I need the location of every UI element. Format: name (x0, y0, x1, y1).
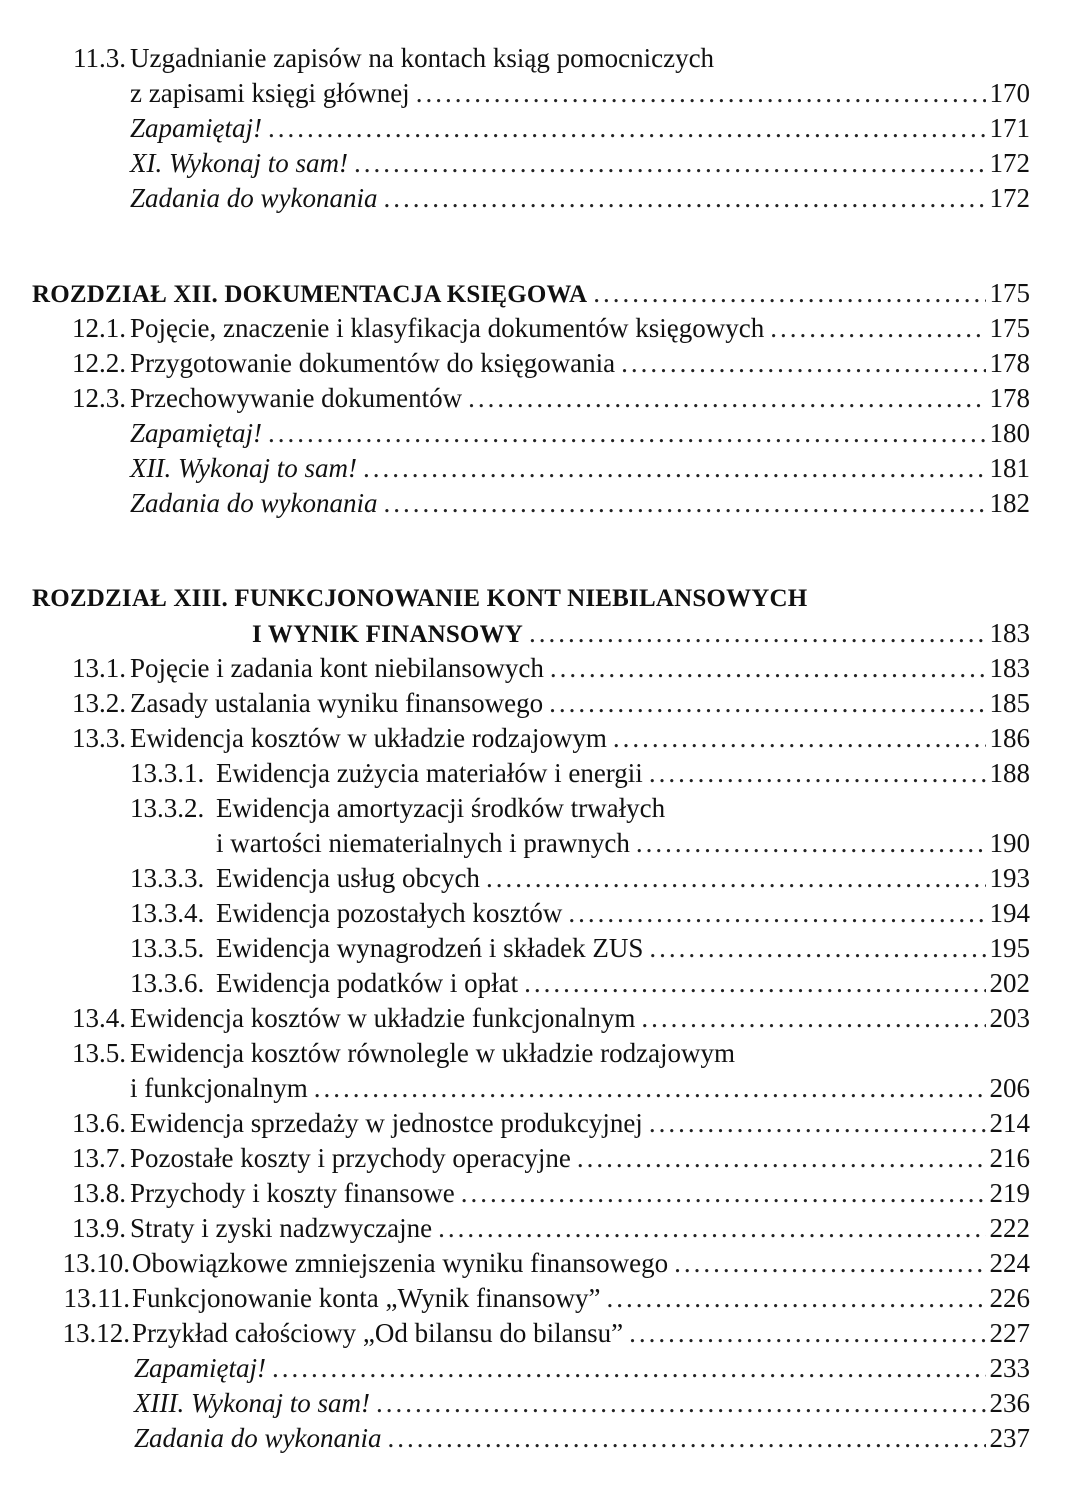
toc-page-number: 237 (989, 1423, 1030, 1453)
toc-title: Zapamiętaj! (130, 418, 262, 448)
toc-leader-dots (462, 381, 986, 416)
toc-leader-dots (544, 651, 986, 686)
toc-page-number: 222 (989, 1213, 1030, 1243)
toc-title: Ewidencja zużycia materiałów i energii (216, 758, 643, 788)
toc-entry-11-3 (60, 41, 1030, 76)
toc-entry-zapamietaj (134, 1351, 1030, 1386)
toc-chapter-xiii-cont (252, 616, 1030, 651)
toc-page-number: 183 (989, 653, 1030, 683)
toc-leader-dots (262, 111, 986, 146)
toc-leader-dots (370, 1386, 986, 1421)
toc-leader-dots (562, 896, 986, 931)
toc-chapter-xiii (32, 581, 1030, 616)
toc-entry-13-5-cont (130, 1071, 1030, 1106)
toc-leader-dots (410, 76, 986, 111)
toc-leader-dots (432, 1211, 986, 1246)
toc-number: 13.2. (72, 688, 126, 718)
toc-leader-dots (668, 1246, 986, 1281)
toc-page-number: 227 (989, 1318, 1030, 1348)
toc-entry-12-3 (60, 381, 1030, 416)
chapter-heading: ROZDZIAŁ XIII. FUNKCJONOWANIE KONT NIEBILANSOWYCH (32, 585, 808, 612)
toc-entry-12-2 (60, 346, 1030, 381)
chapter-heading: ROZDZIAŁ XII. DOKUMENTACJA KSIĘGOWA (32, 281, 588, 308)
toc-leader-dots (455, 1176, 986, 1211)
toc-entry-13-3-5 (130, 931, 1030, 966)
toc-leader-dots (378, 181, 987, 216)
toc-entry-11-3-cont (130, 76, 1030, 111)
toc-title: Przychody i koszty finansowe (130, 1178, 455, 1208)
toc-title: Pozostałe koszty i przychody operacyjne (130, 1143, 571, 1173)
chapter-heading: I WYNIK FINANSOWY (252, 621, 524, 648)
toc-number: 13.3.2. (130, 793, 205, 823)
toc-entry-13-3-3 (130, 861, 1030, 896)
toc-entry-13-11 (52, 1281, 1030, 1316)
toc-number: 13.12. (62, 1318, 130, 1348)
toc-title: Zapamiętaj! (130, 113, 262, 143)
toc-page-number: 190 (989, 828, 1030, 858)
toc-entry-13-4 (60, 1001, 1030, 1036)
toc-leader-dots (635, 1001, 986, 1036)
toc-entry-zapamietaj (130, 416, 1030, 451)
toc-title: Pojęcie, znaczenie i klasyfikacja dokumentów księgowych (130, 313, 765, 343)
toc-number: 13.4. (72, 1003, 126, 1033)
toc-entry-13-7 (60, 1141, 1030, 1176)
toc-entry-13-3-4 (130, 896, 1030, 931)
toc-leader-dots (630, 826, 986, 861)
toc-leader-dots (643, 931, 986, 966)
toc-page-number: 206 (989, 1073, 1030, 1103)
toc-title: Przygotowanie dokumentów do księgowania (130, 348, 616, 378)
toc-title: Zapamiętaj! (134, 1353, 266, 1383)
toc-page-number: 216 (989, 1143, 1030, 1173)
toc-entry-13-3-1 (130, 756, 1030, 791)
toc-page-number: 183 (989, 618, 1030, 648)
toc-entry-13-6 (60, 1106, 1030, 1141)
toc-entry-13-2 (60, 686, 1030, 721)
toc-leader-dots (643, 1106, 986, 1141)
toc-title: Zadania do wykonania (130, 488, 378, 518)
toc-number: 13.3.6. (130, 968, 205, 998)
toc-title: Zadania do wykonania (130, 183, 378, 213)
toc-entry-13-1 (60, 651, 1030, 686)
toc-page-number: 185 (989, 688, 1030, 718)
toc-leader-dots (571, 1141, 986, 1176)
toc-number: 13.3.1. (130, 758, 205, 788)
toc-page-number: 178 (989, 383, 1030, 413)
toc-page-number: 175 (989, 313, 1030, 343)
toc-leader-dots (643, 756, 986, 791)
toc-number: 13.8. (72, 1178, 126, 1208)
toc-entry-13-10 (52, 1246, 1030, 1281)
toc-leader-dots (357, 451, 986, 486)
toc-leader-dots (615, 346, 986, 381)
toc-entry-13-3-2 (130, 791, 1030, 826)
toc-page-number: 226 (989, 1283, 1030, 1313)
toc-number: 13.3.3. (130, 863, 205, 893)
toc-title: Straty i zyski nadzwyczajne (130, 1213, 433, 1243)
toc-leader-dots (348, 146, 986, 181)
toc-title: Ewidencja usług obcych (216, 863, 480, 893)
toc-number: 13.1. (72, 653, 126, 683)
toc-title: Zadania do wykonania (134, 1423, 382, 1453)
toc-page-number: 186 (989, 723, 1030, 753)
toc-title: Funkcjonowanie konta „Wynik finansowy” (132, 1283, 601, 1313)
toc-chapter-xii (32, 276, 1030, 311)
toc-leader-dots (623, 1316, 986, 1351)
toc-title: Ewidencja kosztów w układzie funkcjonalnym (130, 1003, 636, 1033)
toc-title: Zasady ustalania wyniku finansowego (130, 688, 544, 718)
toc-page-number: 224 (989, 1248, 1030, 1278)
toc-page-number: 194 (989, 898, 1030, 928)
toc-leader-dots (523, 616, 986, 651)
toc-number: 13.5. (72, 1038, 126, 1068)
toc-title: XI. Wykonaj to sam! (130, 148, 348, 178)
toc-page-number: 182 (989, 488, 1030, 518)
toc-title: i wartości niematerialnych i prawnych (216, 828, 630, 858)
toc-number: 12.2. (72, 348, 126, 378)
toc-title: XII. Wykonaj to sam! (130, 453, 357, 483)
toc-entry-13-5 (60, 1036, 1030, 1071)
toc-title: Pojęcie i zadania kont niebilansowych (130, 653, 544, 683)
toc-title: Przechowywanie dokumentów (130, 383, 463, 413)
toc-leader-dots (382, 1421, 987, 1456)
toc-title: Ewidencja wynagrodzeń i składek ZUS (216, 933, 644, 963)
toc-title: Ewidencja pozostałych kosztów (216, 898, 563, 928)
toc-page-number: 203 (989, 1003, 1030, 1033)
toc-leader-dots (607, 721, 986, 756)
toc-entry-zadania (134, 1421, 1030, 1456)
toc-leader-dots (587, 276, 986, 311)
toc-leader-dots (601, 1281, 986, 1316)
toc-title: Ewidencja sprzedaży w jednostce produkcyjnej (130, 1108, 643, 1138)
toc-number: 13.6. (72, 1108, 126, 1138)
toc-entry-wykonaj (130, 146, 1030, 181)
toc-number: 13.10. (62, 1248, 130, 1278)
toc-leader-dots (543, 686, 986, 721)
toc-page-number: 188 (989, 758, 1030, 788)
toc-entry-13-8 (60, 1176, 1030, 1211)
toc-leader-dots (262, 416, 986, 451)
toc-entry-13-12 (52, 1316, 1030, 1351)
toc-entry-zapamietaj (130, 111, 1030, 146)
toc-leader-dots (480, 861, 986, 896)
toc-page-number: 202 (989, 968, 1030, 998)
toc-title: Uzgadnianie zapisów na kontach ksiąg pomocniczych (130, 43, 715, 73)
toc-page-number: 172 (989, 183, 1030, 213)
toc-entry-wykonaj (134, 1386, 1030, 1421)
toc-page-number: 181 (989, 453, 1030, 483)
toc-title: i funkcjonalnym (130, 1073, 308, 1103)
toc-title: Ewidencja kosztów w układzie rodzajowym (130, 723, 607, 753)
toc-title: Ewidencja kosztów równolegle w układzie rodzajowym (130, 1038, 736, 1068)
toc-page-number: 219 (989, 1178, 1030, 1208)
toc-leader-dots (266, 1351, 986, 1386)
toc-entry-13-3-2-cont (216, 826, 1030, 861)
toc-number: 13.11. (63, 1283, 130, 1313)
toc-entry-wykonaj (130, 451, 1030, 486)
toc-page-number: 233 (989, 1353, 1030, 1383)
toc-page-number: 178 (989, 348, 1030, 378)
toc-number: 11.3. (73, 43, 126, 73)
toc-page-number: 236 (989, 1388, 1030, 1418)
toc-leader-dots (378, 486, 987, 521)
toc-page-number: 195 (989, 933, 1030, 963)
toc-title: Ewidencja podatków i opłat (216, 968, 519, 998)
toc-number: 13.3. (72, 723, 126, 753)
toc-number: 13.9. (72, 1213, 126, 1243)
toc-title: Obowiązkowe zmniejszenia wyniku finansowego (132, 1248, 669, 1278)
toc-title: Ewidencja amortyzacji środków trwałych (216, 793, 666, 823)
toc-entry-13-3-6 (130, 966, 1030, 1001)
toc-entry-zadania (130, 486, 1030, 521)
toc-title: z zapisami księgi głównej (130, 78, 410, 108)
toc-title: XIII. Wykonaj to sam! (134, 1388, 370, 1418)
toc-page-number: 171 (989, 113, 1030, 143)
toc-entry-12-1 (60, 311, 1030, 346)
toc-title: Przykład całościowy „Od bilansu do bilansu” (132, 1318, 624, 1348)
toc-leader-dots (518, 966, 986, 1001)
toc-page-number: 175 (989, 278, 1030, 308)
toc-number: 13.3.4. (130, 898, 205, 928)
toc-number: 12.1. (72, 313, 126, 343)
toc-page-number: 193 (989, 863, 1030, 893)
toc-leader-dots (764, 311, 986, 346)
toc-number: 12.3. (72, 383, 126, 413)
toc-entry-zadania (130, 181, 1030, 216)
toc-number: 13.7. (72, 1143, 126, 1173)
toc-number: 13.3.5. (130, 933, 205, 963)
toc-entry-13-3 (60, 721, 1030, 756)
toc-page-number: 180 (989, 418, 1030, 448)
toc-entry-13-9 (60, 1211, 1030, 1246)
toc-page-number: 170 (989, 78, 1030, 108)
toc-page-number: 214 (989, 1108, 1030, 1138)
toc-leader-dots (308, 1071, 986, 1106)
toc-page-number: 172 (989, 148, 1030, 178)
